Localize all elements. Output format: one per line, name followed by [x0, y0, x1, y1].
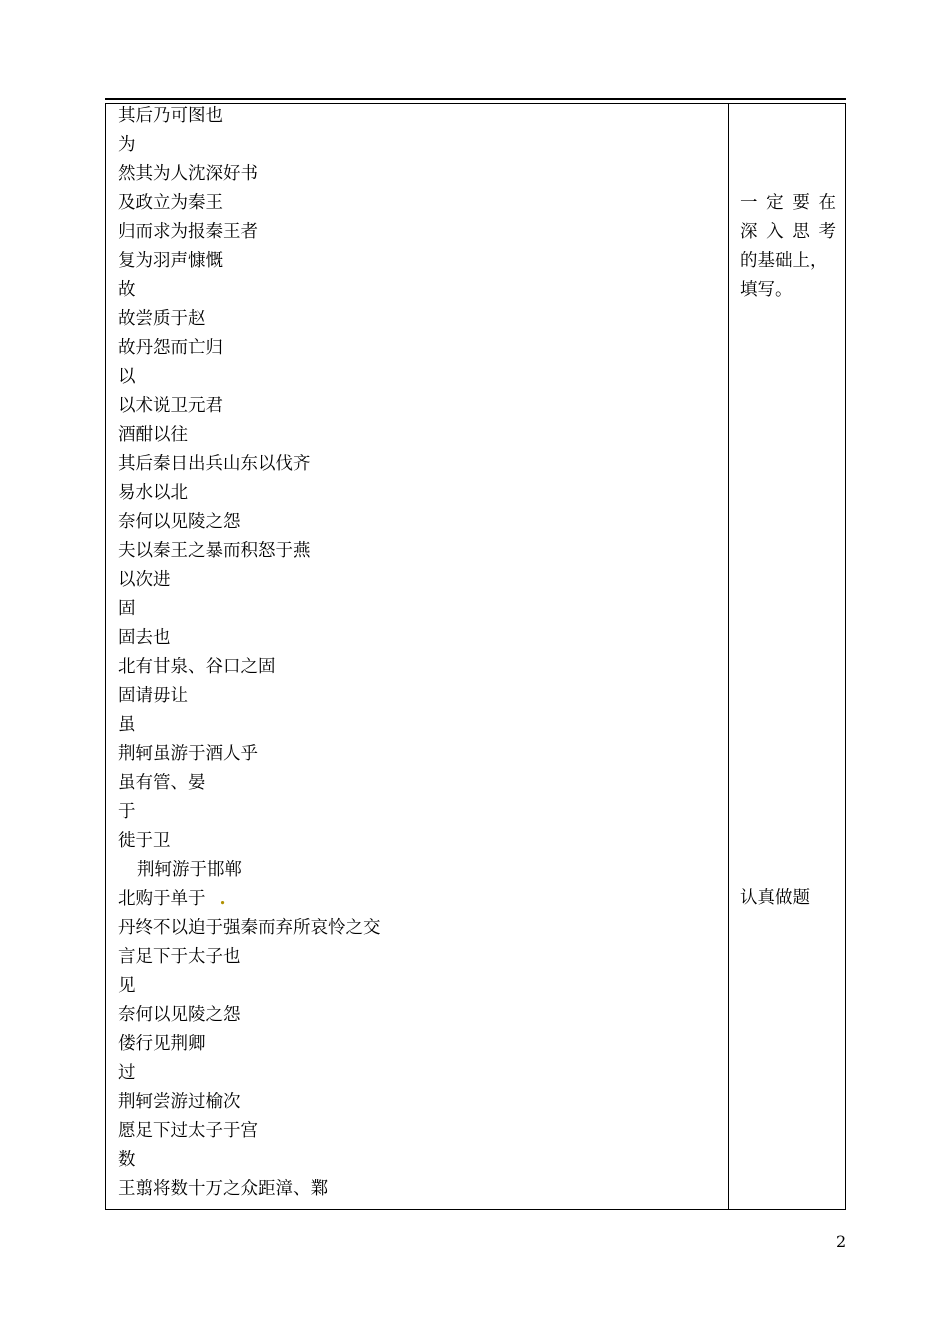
list-item: 为	[118, 135, 136, 155]
careful-note: 认真做题	[740, 888, 810, 908]
word-usage-list	[118, 102, 381, 1204]
list-item: 荆轲虽游于酒人乎	[118, 744, 258, 764]
list-item: 酒酣以往	[118, 425, 188, 445]
think-note-line: 深 入 思 考	[740, 222, 836, 242]
list-item: 以	[118, 367, 136, 387]
think-note-line: 一 定 要 在	[740, 193, 836, 213]
list-item: 荆轲游于邯郸	[137, 860, 242, 880]
list-item: 奈何以见陵之怨	[118, 512, 241, 532]
list-item: 固	[118, 599, 136, 619]
list-item: 故丹怨而亡归	[118, 338, 223, 358]
list-item: 及政立为秦王	[118, 193, 223, 213]
list-item: 见	[118, 976, 136, 996]
list-item: 故尝质于赵	[118, 309, 206, 329]
word-usage-column	[106, 104, 729, 1209]
list-item: 奈何以见陵之怨	[118, 1005, 241, 1025]
list-item: 愿足下过太子于宫	[118, 1121, 258, 1141]
list-item: 夫以秦王之暴而积怒于燕	[118, 541, 311, 561]
list-item: 丹终不以迫于强秦而弃所哀怜之交	[118, 918, 381, 938]
list-item: 固请毋让	[118, 686, 188, 706]
list-item: 故	[118, 280, 136, 300]
list-item: 以术说卫元君	[118, 396, 223, 416]
list-item: 虽	[118, 715, 136, 735]
page-number: 2	[836, 1232, 847, 1251]
list-item: 归而求为报秦王者	[118, 222, 258, 242]
notes-column	[729, 104, 845, 1209]
exercise-table	[105, 103, 846, 1210]
list-item: 数	[118, 1150, 136, 1170]
list-item: 王翦将数十万之众距漳、鄴	[118, 1179, 328, 1199]
think-note-line: 的基础上，	[740, 251, 828, 271]
header-rule	[105, 98, 846, 100]
list-item: 虽有管、晏	[118, 773, 206, 793]
list-item: 易水以北	[118, 483, 188, 503]
list-item: 然其为人沈深好书	[118, 164, 258, 184]
list-item: 于	[118, 802, 136, 822]
list-item: 以次进	[118, 570, 171, 590]
list-item: 其后乃可图也	[118, 106, 223, 126]
list-item: 偻行见荆卿	[118, 1034, 206, 1054]
list-item-text: 北购于单于	[118, 889, 206, 909]
list-item: 北有甘泉、谷口之固	[118, 657, 276, 677]
list-item: 过	[118, 1063, 136, 1083]
list-item: 其后秦日出兵山东以伐齐	[118, 454, 311, 474]
dot-mark: .	[219, 889, 226, 909]
list-item: 固去也	[118, 628, 171, 648]
list-item	[118, 885, 381, 914]
think-note	[740, 189, 836, 305]
list-item: 言足下于太子也	[118, 947, 241, 967]
list-item: 徙于卫	[118, 831, 171, 851]
list-item: 荆轲尝游过榆次	[118, 1092, 241, 1112]
think-note-line: 填写。	[740, 280, 793, 300]
list-item: 复为羽声慷慨	[118, 251, 223, 271]
